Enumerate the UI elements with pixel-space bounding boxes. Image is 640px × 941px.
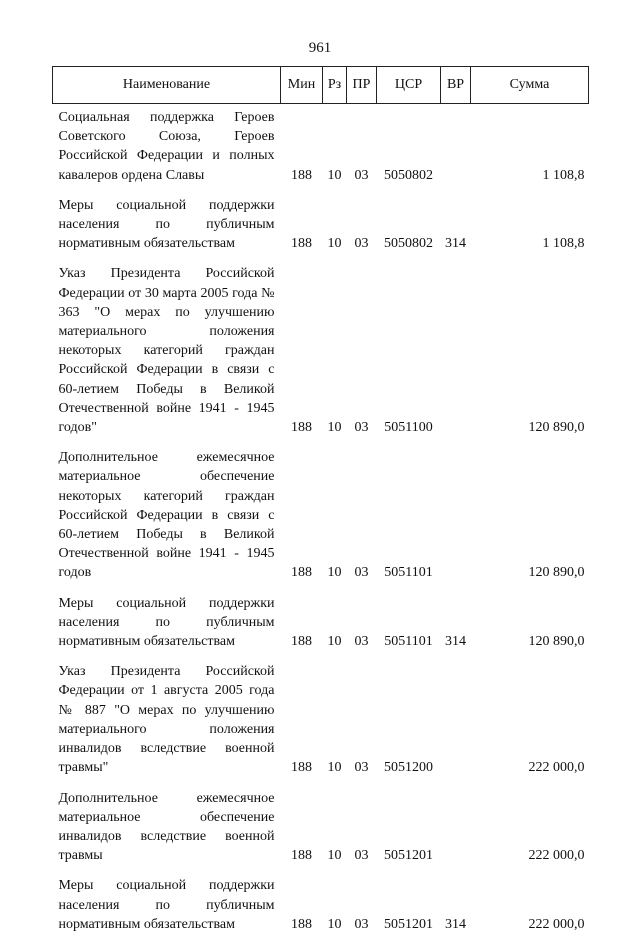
page-number: 961 [308, 40, 332, 56]
cell-sum: 120 890,0 [528, 565, 585, 581]
cell-min: 188 [291, 420, 312, 436]
cell-csr: 5051200 [384, 760, 433, 776]
cell-min: 188 [291, 634, 312, 650]
cell-name: Социальная поддержка Героев Советского Союза, Героев Российской Федерации и полных кавалеров ордена Славы [58, 110, 275, 183]
cell-csr: 5051101 [384, 565, 433, 581]
cell-rz: 10 [327, 565, 342, 581]
table-row [53, 785, 589, 873]
cell-sum: 120 890,0 [528, 634, 585, 650]
cell-rz: 10 [327, 236, 342, 252]
cell-sum: 222 000,0 [528, 848, 585, 864]
cell-sum: 120 890,0 [528, 420, 585, 436]
header-name: Наименование [53, 67, 281, 104]
table-row [53, 192, 589, 261]
cell-rz: 10 [327, 848, 342, 864]
cell-pr: 03 [354, 420, 369, 436]
cell-name: Дополнительное ежемесячное материальное обеспечение инвалидов вследствие военной травмы [58, 790, 275, 864]
cell-pr: 03 [354, 236, 369, 252]
cell-vr: 314 [445, 916, 466, 932]
cell-rz: 10 [327, 167, 342, 183]
table-row [53, 872, 589, 941]
cell-name: Меры социальной поддержки населения по публичным нормативным обязательствам [58, 878, 275, 932]
cell-rz: 10 [327, 420, 342, 436]
cell-min: 188 [291, 167, 312, 183]
cell-name: Указ Президента Российской Федерации от 30 марта 2005 года № 363 "О мерах по улучшению материального положения некоторых категорий граждан Российской Федерации в связи с 60-летием Победы в Великой Отечественной войне 1941 - 1945 годов" [58, 266, 275, 436]
cell-pr: 03 [354, 848, 369, 864]
cell-vr [441, 444, 471, 589]
cell-min: 188 [291, 565, 312, 581]
cell-csr: 5051201 [384, 916, 433, 932]
cell-name: Дополнительное ежемесячное материальное обеспечение некоторых категорий граждан Российской Федерации в связи с 60-летием Победы в Великой Отечественной войне 1941 - 1945 годов [58, 450, 275, 581]
header-csr: ЦСР [377, 67, 441, 104]
cell-name: Меры социальной поддержки населения по публичным нормативным обязательствам [58, 197, 275, 252]
header-sum: Сумма [471, 67, 589, 104]
cell-name: Меры социальной поддержки населения по публичным нормативным обязательствам [58, 595, 275, 650]
cell-sum: 1 108,8 [542, 167, 585, 183]
cell-csr: 5050802 [384, 236, 433, 252]
cell-sum: 222 000,0 [528, 916, 585, 932]
cell-vr [441, 785, 471, 873]
cell-rz: 10 [327, 760, 342, 776]
table-row [53, 590, 589, 659]
table-header-row [53, 67, 589, 104]
header-min: Мин [281, 67, 323, 104]
cell-min: 188 [291, 848, 312, 864]
cell-min: 188 [291, 236, 312, 252]
cell-csr: 5051201 [384, 848, 433, 864]
cell-vr [441, 260, 471, 444]
cell-csr: 5051101 [384, 634, 433, 650]
cell-pr: 03 [354, 916, 369, 932]
cell-pr: 03 [354, 565, 369, 581]
cell-vr: 314 [445, 634, 466, 650]
header-pr: ПР [347, 67, 377, 104]
cell-csr: 5051100 [384, 420, 433, 436]
cell-vr: 314 [445, 236, 466, 252]
cell-rz: 10 [327, 916, 342, 932]
cell-rz: 10 [327, 634, 342, 650]
header-rz: Рз [323, 67, 347, 104]
cell-pr: 03 [354, 634, 369, 650]
budget-table [52, 66, 589, 941]
cell-vr [441, 658, 471, 784]
table-row [53, 658, 589, 784]
table-row [53, 260, 589, 444]
header-vr: ВР [441, 67, 471, 104]
table-row [53, 444, 589, 589]
cell-sum: 1 108,8 [542, 236, 585, 252]
cell-vr [441, 104, 471, 192]
cell-pr: 03 [354, 760, 369, 776]
cell-csr: 5050802 [384, 167, 433, 183]
cell-name: Указ Президента Российской Федерации от 1 августа 2005 года № 887 "О мерах по улучшению материального положения инвалидов вследствие военной травмы" [58, 664, 275, 776]
cell-min: 188 [291, 916, 312, 932]
cell-pr: 03 [354, 167, 369, 183]
table-row [53, 104, 589, 192]
cell-min: 188 [291, 760, 312, 776]
cell-sum: 222 000,0 [528, 760, 585, 776]
